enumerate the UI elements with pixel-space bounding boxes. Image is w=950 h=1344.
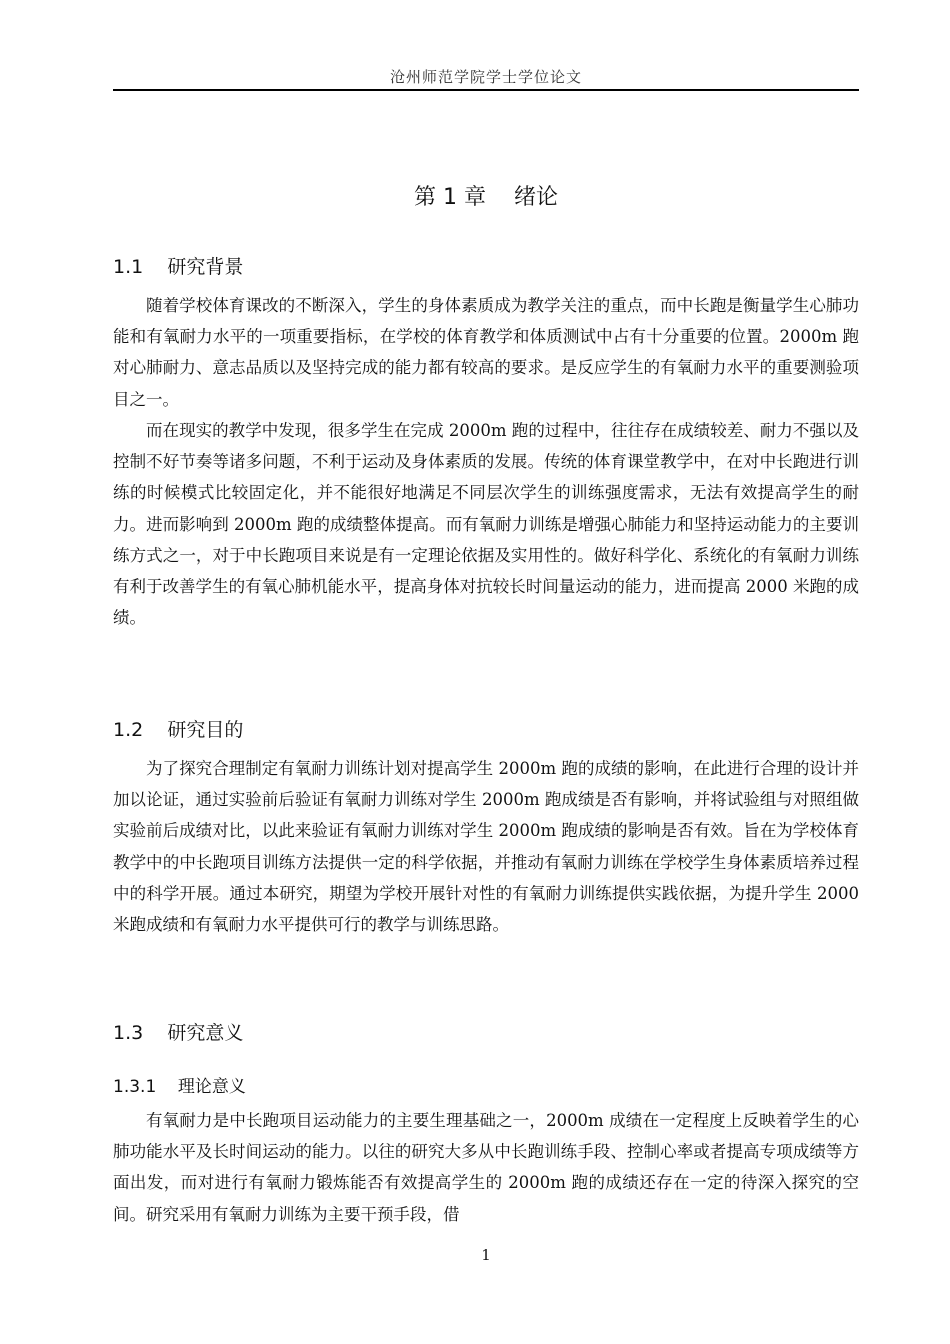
subsection-heading-1-3-1: 1.3.1 理论意义 bbox=[113, 1077, 246, 1097]
paragraph-1-2: 为了探究合理制定有氧耐力训练计划对提高学生 2000m 跑的成绩的影响，在此进行合理的设计并加以论证，通过实验前后验证有氧耐力训练对学生 2000m 跑成绩是否有影响，并将试验组与对照组做实验前后成绩对比，以此来验证有氧耐力训练对学生 2000m 跑成绩的影响是否有效。旨在为学校体育教学中的中长跑项目训练方法提供一定的科学依据，并推动有氧耐力训练在学校学生身体素质培养过程中的科学开展。通过本研究，期望为学校开展针对性的有氧耐力训练提供实践依据，为提升学生 2000 米跑成绩和有氧耐力水平提供可行的教学与训练思路。 bbox=[113, 759, 859, 935]
paragraph-1-3-1: 有氧耐力是中长跑项目运动能力的主要生理基础之一，2000m 成绩在一定程度上反映着学生的心肺功能水平及长时间运动的能力。以往的研究大多从中长跑训练手段、控制心率或者提高专项成绩等方面出发，而对进行有氧耐力锻炼能否有效提高学生的 2000m 跑的成绩还存在一定的待深入探究的空间。研究采用有氧耐力训练为主要干预手段，借 bbox=[113, 1111, 859, 1224]
paragraph-1-1-a: 随着学校体育课改的不断深入，学生的身体素质成为教学关注的重点，而中长跑是衡量学生心肺功能和有氧耐力水平的一项重要指标，在学校的体育教学和体质测试中占有十分重要的位置。2000m 跑对心肺耐力、意志品质以及坚持完成的能力都有较高的要求。是反应学生的有氧耐力水平的重要测验项目之一。 bbox=[113, 296, 859, 409]
section-heading-1-3: 1.3 研究意义 bbox=[113, 1022, 244, 1044]
paragraph-1-1-b: 而在现实的教学中发现，很多学生在完成 2000m 跑的过程中，往往存在成绩较差、耐力不强以及控制不好节奏等诸多问题，不利于运动及身体素质的发展。传统的体育课堂教学中，在对中长跑进行训练的时候模式比较固定化，并不能很好地满足不同层次学生的训练强度需求，无法有效提高学生的耐力。进而影响到 2000m 跑的成绩整体提高。而有氧耐力训练是增强心肺能力和坚持运动能力的主要训练方式之一，对于中长跑项目来说是有一定理论依据及实用性的。做好科学化、系统化的有氧耐力训练有利于改善学生的有氧心肺机能水平，提高身体对抗较长时间量运动的能力，进而提高 2000 米跑的成绩。 bbox=[113, 421, 859, 628]
page-number: 1 bbox=[481, 1246, 491, 1264]
section-heading-1-1: 1.1 研究背景 bbox=[113, 256, 244, 278]
section-heading-1-2: 1.2 研究目的 bbox=[113, 719, 244, 741]
header-divider bbox=[113, 89, 859, 91]
chapter-title: 第 1 章 绪论 bbox=[414, 185, 558, 210]
running-header: 沧州师范学院学士学位论文 bbox=[389, 68, 582, 86]
